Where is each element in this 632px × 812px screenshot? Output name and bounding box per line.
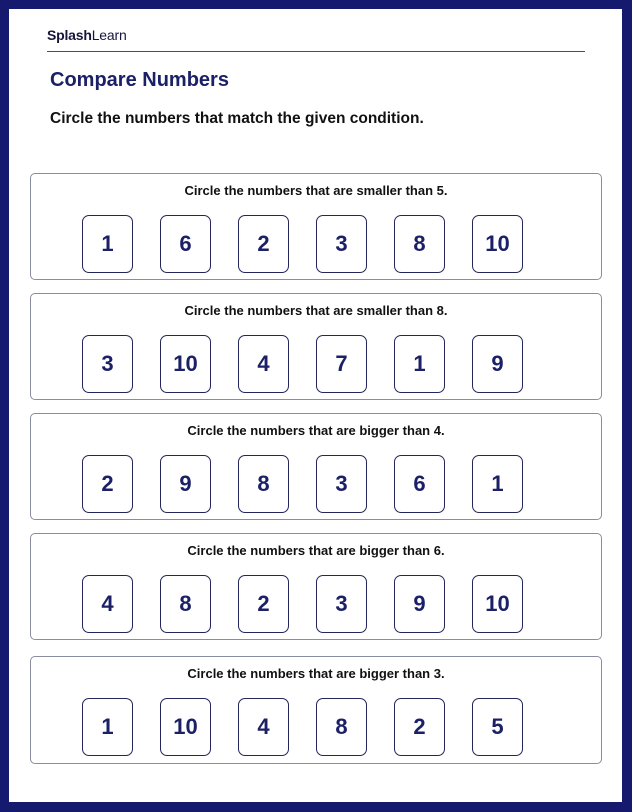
number-box[interactable]: 8 <box>238 455 289 513</box>
number-box[interactable]: 10 <box>472 575 523 633</box>
number-box[interactable]: 8 <box>394 215 445 273</box>
number-box[interactable]: 9 <box>160 455 211 513</box>
question-section-3 <box>30 413 602 520</box>
section-prompt: Circle the numbers that are smaller than 8. <box>184 303 448 318</box>
number-box[interactable]: 2 <box>238 575 289 633</box>
number-box[interactable]: 1 <box>82 698 133 756</box>
number-box[interactable]: 5 <box>472 698 523 756</box>
page-title: Compare Numbers <box>50 69 229 91</box>
number-box[interactable]: 3 <box>316 575 367 633</box>
brand-logo-part2: Learn <box>91 27 127 43</box>
number-box[interactable]: 8 <box>316 698 367 756</box>
brand-logo <box>47 27 127 43</box>
question-section-5 <box>30 656 602 764</box>
brand-logo-part1: Splash <box>47 27 92 43</box>
instructions: Circle the numbers that match the given condition. <box>50 110 424 127</box>
number-box[interactable]: 1 <box>82 215 133 273</box>
number-box[interactable]: 9 <box>394 575 445 633</box>
question-section-4 <box>30 533 602 640</box>
number-box[interactable]: 3 <box>82 335 133 393</box>
number-box[interactable]: 3 <box>316 455 367 513</box>
section-prompt: Circle the numbers that are bigger than 3. <box>187 666 445 681</box>
number-box[interactable]: 3 <box>316 215 367 273</box>
section-prompt: Circle the numbers that are smaller than 5. <box>184 183 448 198</box>
number-box[interactable]: 2 <box>82 455 133 513</box>
number-box[interactable]: 6 <box>160 215 211 273</box>
number-box[interactable]: 4 <box>82 575 133 633</box>
worksheet-page <box>9 9 622 802</box>
number-box[interactable]: 2 <box>394 698 445 756</box>
section-prompt: Circle the numbers that are bigger than 6. <box>187 543 445 558</box>
number-box[interactable]: 4 <box>238 698 289 756</box>
question-section-1 <box>30 173 602 280</box>
number-box[interactable]: 10 <box>160 335 211 393</box>
section-prompt: Circle the numbers that are bigger than 4. <box>187 423 445 438</box>
number-box[interactable]: 10 <box>160 698 211 756</box>
number-box[interactable]: 7 <box>316 335 367 393</box>
number-box[interactable]: 9 <box>472 335 523 393</box>
number-box[interactable]: 4 <box>238 335 289 393</box>
number-box[interactable]: 1 <box>394 335 445 393</box>
number-box[interactable]: 1 <box>472 455 523 513</box>
header-divider <box>47 51 585 52</box>
question-section-2 <box>30 293 602 400</box>
number-box[interactable]: 10 <box>472 215 523 273</box>
number-box[interactable]: 2 <box>238 215 289 273</box>
number-box[interactable]: 6 <box>394 455 445 513</box>
number-box[interactable]: 8 <box>160 575 211 633</box>
